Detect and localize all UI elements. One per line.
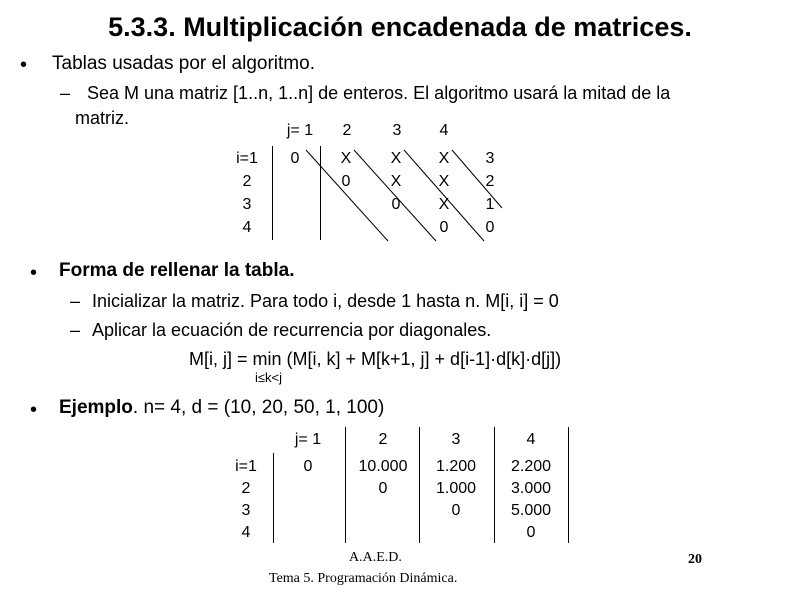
table2-cell: 2.200 [510,458,552,475]
section1-subline1: Sea M una matriz [1..n, 1..n] de enteros. El algoritmo usará la mitad de la [87,83,671,103]
table2-cell: 10.000 [358,458,408,475]
section2-sub2: Aplicar la ecuación de recurrencia por diagonales. [92,320,492,340]
table1-cell: X [340,150,352,167]
table1-row-header: 4 [242,219,252,236]
table2-cell: 3.000 [510,480,552,497]
table2-cell: 0 [526,524,536,541]
dash-icon: – [70,320,81,340]
table1-cell: X [438,173,450,190]
table1-cell: 0 [341,173,351,190]
bullet-icon: • [20,54,28,76]
table1-cell: 0 [290,150,300,167]
table2-cell: 5.000 [510,502,552,519]
table2-row-header: i=1 [235,458,257,475]
table1-cell: 0 [391,196,401,213]
footer-topic: Tema 5. Programación Dinámica. [269,571,458,586]
table1-col-header: 4 [439,122,449,139]
table2-row-header: 3 [241,502,251,519]
bullet-icon: • [30,262,38,284]
table2-col-header: 2 [378,431,388,448]
table1-cell: X [438,150,450,167]
section1-subline2: matriz. [75,108,129,128]
table1-diag-label: 0 [485,219,495,236]
table2-divider [568,427,569,543]
page-number: 20 [688,552,702,567]
table2-cell: 0 [451,502,461,519]
table2-row-header: 4 [241,524,251,541]
table2-col-header: j= 1 [294,431,322,448]
bullet-icon: • [30,399,38,421]
table1-row-header: i=1 [236,150,258,167]
table1-cell: X [390,150,402,167]
slide-title: 5.3.3. Multiplicación encadenada de matrices. [108,12,692,42]
section1-heading: Tablas usadas por el algoritmo. [52,53,315,74]
table1-col-header: 2 [342,122,352,139]
table2-col-header: 4 [526,431,536,448]
table2-row-header: 2 [241,480,251,497]
table1-col-header: 3 [392,122,402,139]
section2-sub1: Inicializar la matriz. Para todo i, desde 1 hasta n. M[i, i] = 0 [92,291,559,311]
table2-divider [419,427,420,543]
table2-col-header: 3 [451,431,461,448]
table1-diag-label: 1 [485,196,495,213]
table2-cell: 0 [303,458,313,475]
table1-cell: X [438,196,450,213]
table2-divider [273,453,274,543]
example-params: . n= 4, d = (10, 20, 50, 1, 100) [132,397,385,418]
table1-cell: X [390,173,402,190]
table1-cell: 0 [439,219,449,236]
table1-row-header: 3 [242,196,252,213]
table1-diag-label: 3 [485,150,495,167]
table1-diag-label: 2 [485,173,495,190]
formula-subscript: i≤k<j [255,370,283,385]
table2-cell: 1.000 [435,480,477,497]
section2-heading: Forma de rellenar la tabla. [59,260,295,281]
table2-divider [345,427,346,543]
recurrence-formula: M[i, j] = min (M[i, k] + M[k+1, j] + d[i-1]·d[k]·d[j]) [189,349,562,369]
table2-divider [494,427,495,543]
example-label: Ejemplo [59,397,133,418]
table2-cell: 1.200 [435,458,477,475]
table2-cell: 0 [378,480,388,497]
table1-col-header: j= 1 [286,122,314,139]
table1-row-header: 2 [242,173,252,190]
footer-course: A.A.E.D. [349,550,402,565]
dash-icon: – [70,291,81,311]
section3-heading [59,397,384,419]
dash-icon: – [60,83,71,103]
